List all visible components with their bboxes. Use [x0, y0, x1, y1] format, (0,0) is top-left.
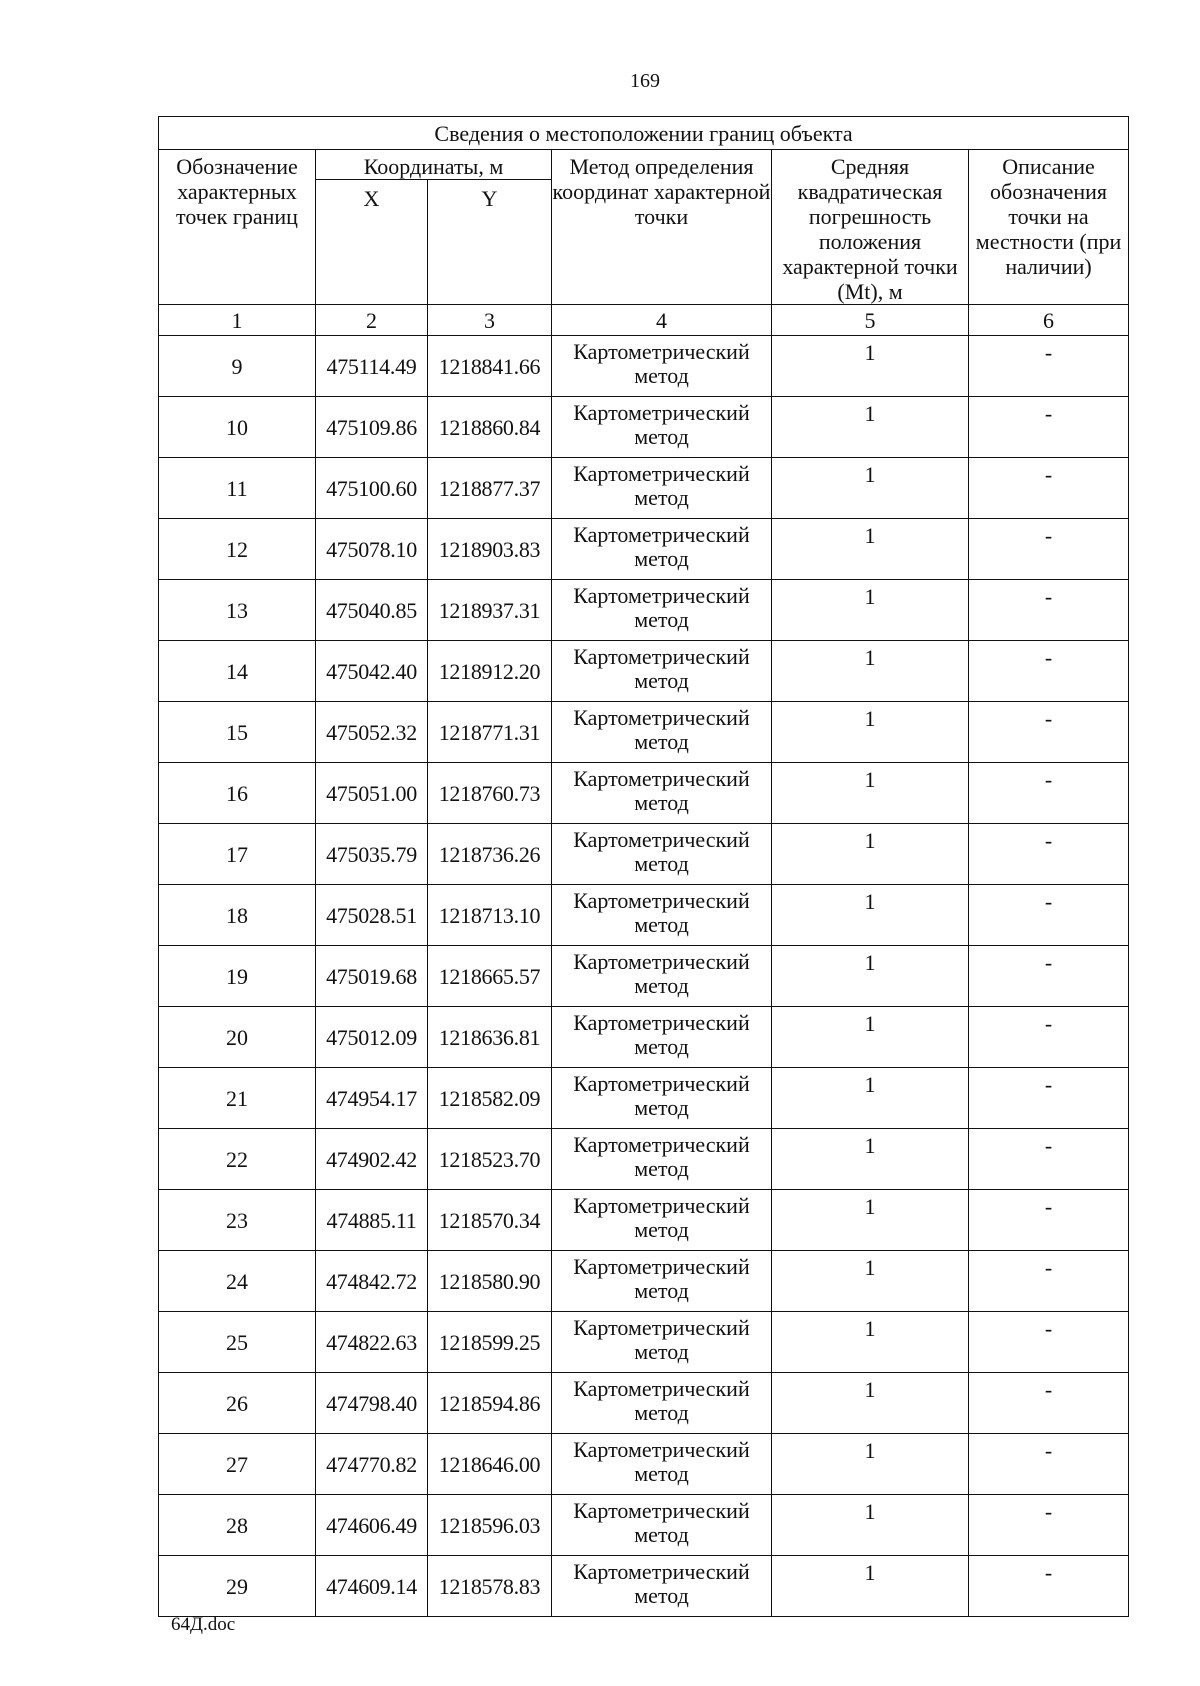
method-cell: Картометрический метод — [552, 1251, 772, 1312]
y-coordinate-cell: 1218860.84 — [428, 397, 552, 458]
table-row — [159, 580, 1129, 641]
description-cell: - — [969, 1556, 1129, 1617]
y-coordinate-cell: 1218523.70 — [428, 1129, 552, 1190]
error-cell: 1 — [772, 1190, 969, 1251]
description-cell: - — [969, 1434, 1129, 1495]
table-row — [159, 1373, 1129, 1434]
method-cell: Картометрический метод — [552, 458, 772, 519]
x-coordinate-cell: 474822.63 — [316, 1312, 428, 1373]
x-coordinate-cell: 475052.32 — [316, 702, 428, 763]
y-coordinate-cell: 1218582.09 — [428, 1068, 552, 1129]
point-cell: 23 — [159, 1190, 316, 1251]
method-cell: Картометрический метод — [552, 1190, 772, 1251]
column-number: 2 — [316, 305, 428, 336]
method-cell: Картометрический метод — [552, 824, 772, 885]
description-cell: - — [969, 824, 1129, 885]
method-cell: Картометрический метод — [552, 397, 772, 458]
y-coordinate-cell: 1218636.81 — [428, 1007, 552, 1068]
column-number: 4 — [552, 305, 772, 336]
page-number: 169 — [630, 70, 660, 92]
table-body — [159, 336, 1129, 1617]
point-cell: 25 — [159, 1312, 316, 1373]
description-cell: - — [969, 946, 1129, 1007]
point-cell: 17 — [159, 824, 316, 885]
x-coordinate-cell: 475114.49 — [316, 336, 428, 397]
point-cell: 12 — [159, 519, 316, 580]
description-cell: - — [969, 1190, 1129, 1251]
description-cell: - — [969, 1129, 1129, 1190]
point-cell: 21 — [159, 1068, 316, 1129]
point-cell: 13 — [159, 580, 316, 641]
table-row — [159, 763, 1129, 824]
table-row — [159, 1068, 1129, 1129]
description-cell: - — [969, 1373, 1129, 1434]
y-coordinate-cell: 1218771.31 — [428, 702, 552, 763]
description-cell: - — [969, 458, 1129, 519]
y-coordinate-cell: 1218912.20 — [428, 641, 552, 702]
x-coordinate-cell: 475012.09 — [316, 1007, 428, 1068]
error-cell: 1 — [772, 519, 969, 580]
error-cell: 1 — [772, 1068, 969, 1129]
method-cell: Картометрический метод — [552, 946, 772, 1007]
error-cell: 1 — [772, 824, 969, 885]
x-coordinate-cell: 474606.49 — [316, 1495, 428, 1556]
column-number: 1 — [159, 305, 316, 336]
point-cell: 10 — [159, 397, 316, 458]
header-coordinates: Координаты, м — [316, 150, 552, 180]
description-cell: - — [969, 397, 1129, 458]
x-coordinate-cell: 475042.40 — [316, 641, 428, 702]
column-number: 6 — [969, 305, 1129, 336]
method-cell: Картометрический метод — [552, 763, 772, 824]
y-coordinate-cell: 1218578.83 — [428, 1556, 552, 1617]
table-row — [159, 946, 1129, 1007]
error-cell: 1 — [772, 336, 969, 397]
y-coordinate-cell: 1218937.31 — [428, 580, 552, 641]
method-cell: Картометрический метод — [552, 1312, 772, 1373]
description-cell: - — [969, 1495, 1129, 1556]
table-row — [159, 1251, 1129, 1312]
y-coordinate-cell: 1218736.26 — [428, 824, 552, 885]
point-cell: 18 — [159, 885, 316, 946]
table-row — [159, 336, 1129, 397]
description-cell: - — [969, 1251, 1129, 1312]
column-number: 3 — [428, 305, 552, 336]
point-cell: 16 — [159, 763, 316, 824]
method-cell: Картометрический метод — [552, 580, 772, 641]
method-cell: Картометрический метод — [552, 1434, 772, 1495]
x-coordinate-cell: 474842.72 — [316, 1251, 428, 1312]
table-row — [159, 1190, 1129, 1251]
x-coordinate-cell: 474954.17 — [316, 1068, 428, 1129]
error-cell: 1 — [772, 1312, 969, 1373]
table-row — [159, 702, 1129, 763]
error-cell: 1 — [772, 885, 969, 946]
y-coordinate-cell: 1218877.37 — [428, 458, 552, 519]
y-coordinate-cell: 1218596.03 — [428, 1495, 552, 1556]
table-row — [159, 458, 1129, 519]
error-cell: 1 — [772, 458, 969, 519]
error-cell: 1 — [772, 1434, 969, 1495]
table-caption: Сведения о местоположении границ объекта — [159, 117, 1129, 150]
description-cell: - — [969, 885, 1129, 946]
method-cell: Картометрический метод — [552, 702, 772, 763]
table-row — [159, 1495, 1129, 1556]
error-cell: 1 — [772, 1251, 969, 1312]
x-coordinate-cell: 475100.60 — [316, 458, 428, 519]
header-error: Средняя квадратическая погрешность положения характерной точки (Mt), м — [772, 150, 969, 305]
table-row — [159, 519, 1129, 580]
y-coordinate-cell: 1218841.66 — [428, 336, 552, 397]
x-coordinate-cell: 474609.14 — [316, 1556, 428, 1617]
point-cell: 22 — [159, 1129, 316, 1190]
point-cell: 20 — [159, 1007, 316, 1068]
header-method: Метод определения координат характерной точки — [552, 150, 772, 305]
error-cell: 1 — [772, 1495, 969, 1556]
y-coordinate-cell: 1218594.86 — [428, 1373, 552, 1434]
x-coordinate-cell: 474770.82 — [316, 1434, 428, 1495]
y-coordinate-cell: 1218580.90 — [428, 1251, 552, 1312]
x-coordinate-cell: 475019.68 — [316, 946, 428, 1007]
error-cell: 1 — [772, 1556, 969, 1617]
point-cell: 15 — [159, 702, 316, 763]
table-row — [159, 885, 1129, 946]
description-cell: - — [969, 519, 1129, 580]
method-cell: Картометрический метод — [552, 336, 772, 397]
x-coordinate-cell: 475028.51 — [316, 885, 428, 946]
column-number-row — [159, 305, 1129, 336]
error-cell: 1 — [772, 1129, 969, 1190]
error-cell: 1 — [772, 946, 969, 1007]
point-cell: 19 — [159, 946, 316, 1007]
method-cell: Картометрический метод — [552, 1068, 772, 1129]
method-cell: Картометрический метод — [552, 1495, 772, 1556]
point-cell: 26 — [159, 1373, 316, 1434]
table-row — [159, 824, 1129, 885]
y-coordinate-cell: 1218903.83 — [428, 519, 552, 580]
header-y: Y — [428, 180, 552, 305]
error-cell: 1 — [772, 641, 969, 702]
table-row — [159, 397, 1129, 458]
x-coordinate-cell: 475051.00 — [316, 763, 428, 824]
method-cell: Картометрический метод — [552, 519, 772, 580]
y-coordinate-cell: 1218760.73 — [428, 763, 552, 824]
point-cell: 14 — [159, 641, 316, 702]
method-cell: Картометрический метод — [552, 1007, 772, 1068]
error-cell: 1 — [772, 397, 969, 458]
y-coordinate-cell: 1218665.57 — [428, 946, 552, 1007]
footer-filename: 64Д.doc — [171, 1614, 236, 1635]
table-row — [159, 1556, 1129, 1617]
header-description: Описание обозначения точки на местности (при наличии) — [969, 150, 1129, 305]
y-coordinate-cell: 1218713.10 — [428, 885, 552, 946]
x-coordinate-cell: 474798.40 — [316, 1373, 428, 1434]
y-coordinate-cell: 1218570.34 — [428, 1190, 552, 1251]
x-coordinate-cell: 475035.79 — [316, 824, 428, 885]
description-cell: - — [969, 580, 1129, 641]
x-coordinate-cell: 474902.42 — [316, 1129, 428, 1190]
point-cell: 24 — [159, 1251, 316, 1312]
method-cell: Картометрический метод — [552, 1373, 772, 1434]
x-coordinate-cell: 475040.85 — [316, 580, 428, 641]
point-cell: 11 — [159, 458, 316, 519]
table-row — [159, 1007, 1129, 1068]
description-cell: - — [969, 1007, 1129, 1068]
point-cell: 29 — [159, 1556, 316, 1617]
error-cell: 1 — [772, 1373, 969, 1434]
description-cell: - — [969, 1068, 1129, 1129]
x-coordinate-cell: 475078.10 — [316, 519, 428, 580]
method-cell: Картометрический метод — [552, 1556, 772, 1617]
table-header — [159, 117, 1129, 336]
error-cell: 1 — [772, 1007, 969, 1068]
description-cell: - — [969, 336, 1129, 397]
table-row — [159, 1434, 1129, 1495]
point-cell: 9 — [159, 336, 316, 397]
table-row — [159, 641, 1129, 702]
description-cell: - — [969, 1312, 1129, 1373]
boundary-coordinates-table — [158, 116, 1129, 1617]
header-point: Обозначение характерных точек границ — [159, 150, 316, 305]
point-cell: 28 — [159, 1495, 316, 1556]
method-cell: Картометрический метод — [552, 1129, 772, 1190]
table-row — [159, 1129, 1129, 1190]
error-cell: 1 — [772, 763, 969, 824]
error-cell: 1 — [772, 702, 969, 763]
point-cell: 27 — [159, 1434, 316, 1495]
y-coordinate-cell: 1218646.00 — [428, 1434, 552, 1495]
method-cell: Картометрический метод — [552, 885, 772, 946]
description-cell: - — [969, 702, 1129, 763]
method-cell: Картометрический метод — [552, 641, 772, 702]
x-coordinate-cell: 474885.11 — [316, 1190, 428, 1251]
header-x: X — [316, 180, 428, 305]
description-cell: - — [969, 763, 1129, 824]
error-cell: 1 — [772, 580, 969, 641]
column-number: 5 — [772, 305, 969, 336]
y-coordinate-cell: 1218599.25 — [428, 1312, 552, 1373]
x-coordinate-cell: 475109.86 — [316, 397, 428, 458]
table-row — [159, 1312, 1129, 1373]
description-cell: - — [969, 641, 1129, 702]
boundary-table-container — [158, 116, 1128, 1617]
